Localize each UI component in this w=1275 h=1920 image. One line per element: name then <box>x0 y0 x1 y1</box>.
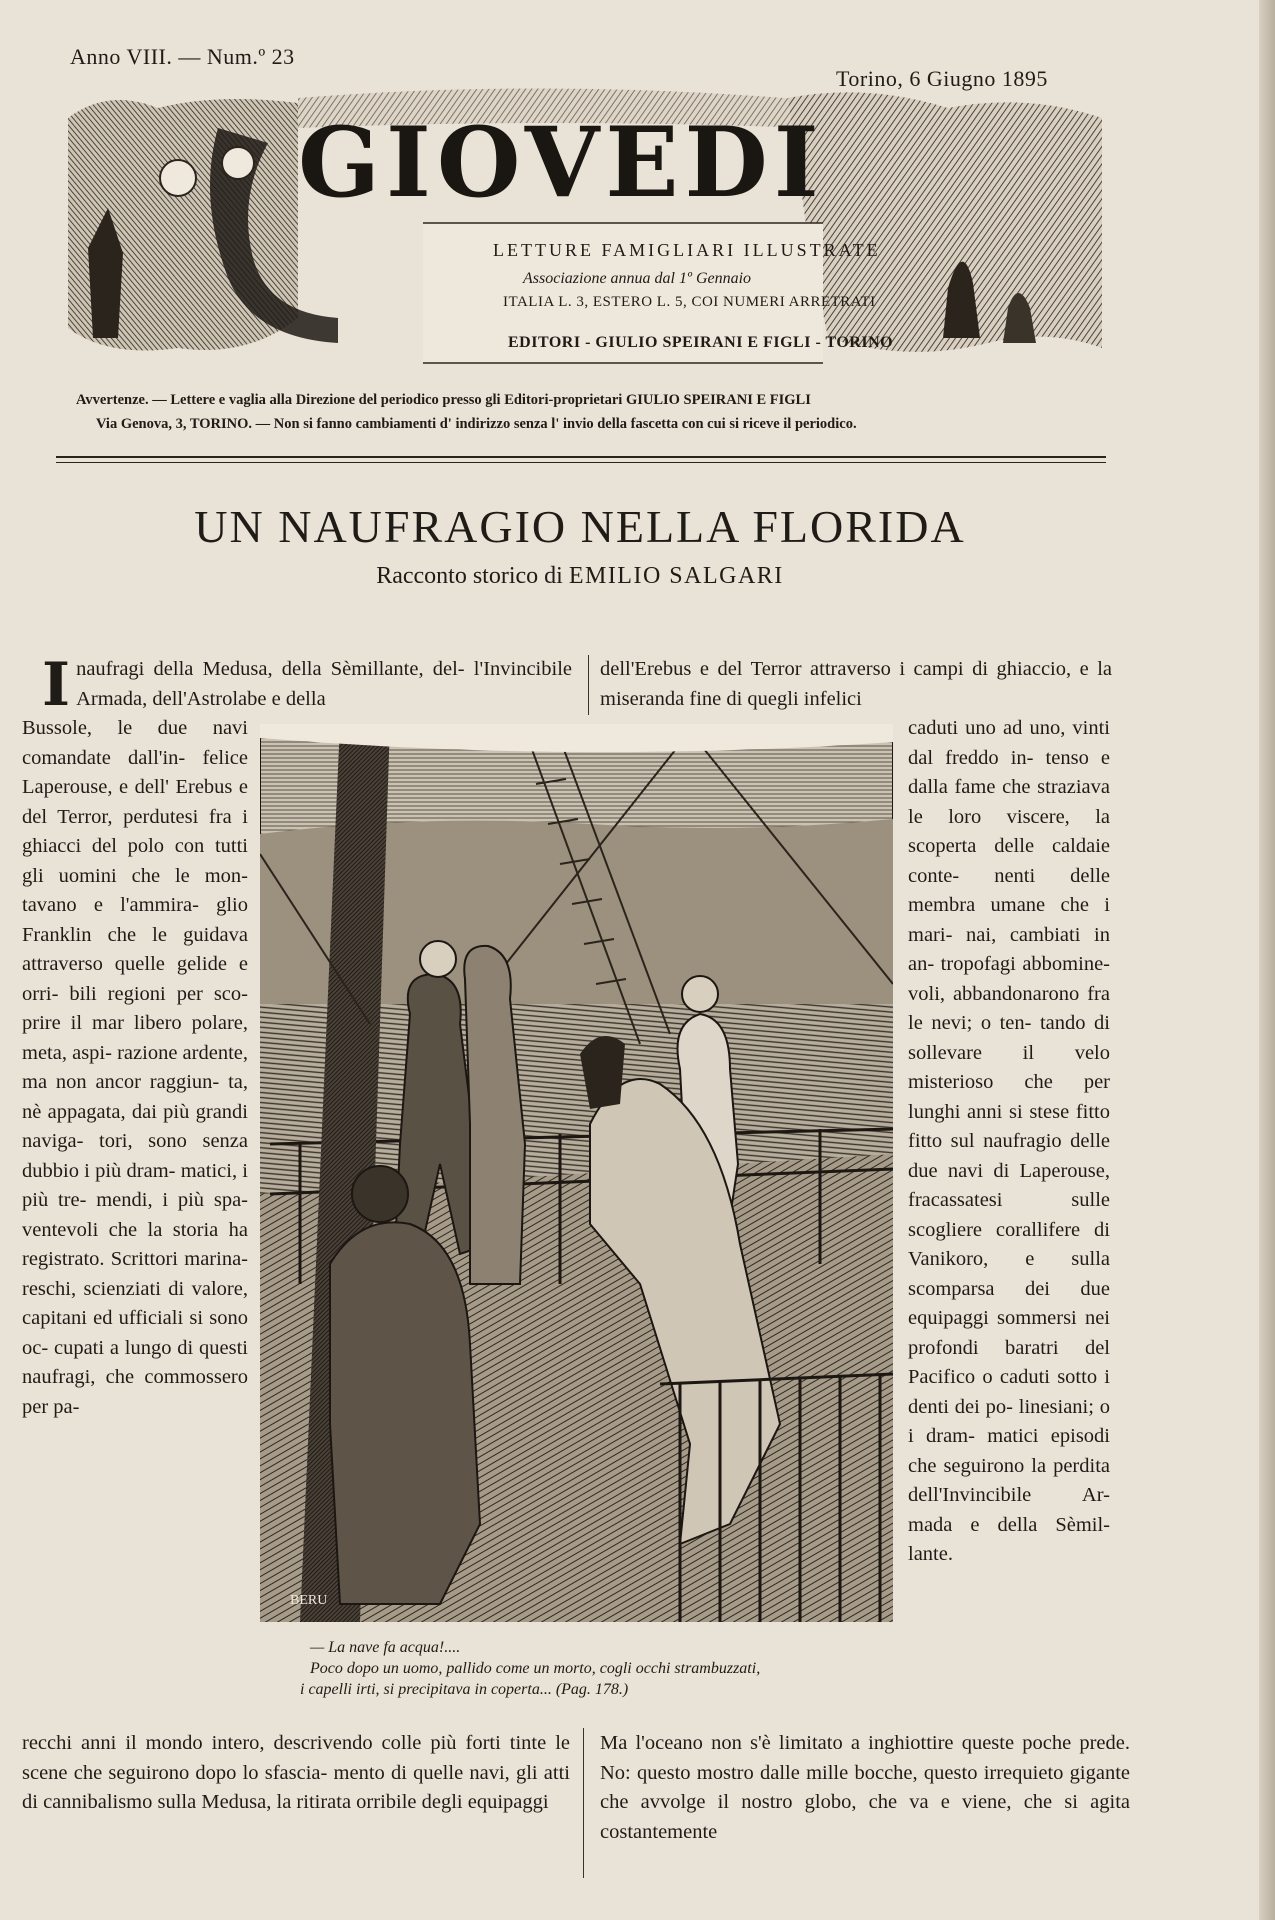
col2-bottom: Ma l'oceano non s'è limitato a inghiottire queste poche prede. No: questo mostro dalle mille bocche, questo irrequieto gigante che avvolge il nostro globo, che va e viene, che si agita costantemente <box>600 1732 1130 1843</box>
engraving-illustration <box>260 724 893 1622</box>
caption-line-3: i capelli irti, si precipitava in coperta... (Pag. 178.) <box>300 1681 629 1698</box>
article-author: EMILIO SALGARI <box>568 563 784 589</box>
masthead-prices: ITALIA L. 3, ESTERO L. 5, COI NUMERI ARRETRATI <box>503 294 876 310</box>
col2-narrow: caduti uno ad uno, vinti dal freddo in- tenso e dalla fame che straziava le loro viscere, la scoperta delle caldaie conte- nenti delle membra umane che i mari- nai, cambiati in an- tropofagi abbomine- voli, abbandonarono fra le nevi; o ten- tando di sollevare il velo misterioso che per lunghi anni si stese fitto fitto sul naufragio delle due navi di Laperouse, fracassatesi sulle scogliere corallifere di Vanikoro, e sulla scomparsa dei due equipaggi sommersi nei profondi baratri del Pacifico o caduti sotto i denti dei po- linesiani; o i dram- matici episodi che seguirono la perdita dell'Invincibile Ar- mada e della Sèmil- lante. <box>908 717 1110 1565</box>
notice-line-1: Avvertenze. — Lettere e vaglia alla Direzione del periodico presso gli Editori-proprietari GIULIO SPEIRANI E FIGLI <box>76 392 811 408</box>
header-rule-bottom <box>56 462 1106 463</box>
header-rule-top <box>56 456 1106 458</box>
illustration-caption <box>300 1637 920 1700</box>
column-divider-top <box>588 655 589 715</box>
masthead-title: GIOVEDI <box>298 106 825 219</box>
masthead <box>68 88 1102 372</box>
artist-signature: BERU <box>290 1593 328 1608</box>
col1-bottom: recchi anni il mondo intero, descrivendo colle più forti tinte le scene che seguirono dopo lo sfascia- mento di quelle navi, gli atti di cannibalismo sulla Medusa, la ritirata orribile degli equipaggi <box>22 1732 570 1813</box>
col2-top: dell'Erebus e del Terror attraverso i campi di ghiaccio, e la miseranda fine di quegli infelici <box>600 658 1112 710</box>
masthead-subtitle: LETTURE FAMIGLIARI ILLUSTRATE <box>493 240 881 260</box>
subtitle-prefix: Racconto storico di <box>376 563 563 589</box>
article-subtitle <box>60 563 1100 590</box>
issue-number: Anno VIII. — Num.º 23 <box>70 44 295 69</box>
ship-deck-engraving <box>260 724 893 1622</box>
col1-top <box>42 650 572 720</box>
notice-line-2: Via Genova, 3, TORINO. — Non si fanno cambiamenti d' indirizzo senza l' invio della fascetta con cui si riceve il periodico. <box>96 416 857 432</box>
caption-line-2: Poco dopo un uomo, pallido come un morto, cogli occhi strambuzzati, <box>310 1660 761 1677</box>
col1-top-text: naufragi della Medusa, della Sèmillante, del- l'Invincibile Armada, dell'Astrolabe e della <box>76 658 572 710</box>
article-title: UN NAUFRAGIO NELLA FLORIDA <box>194 501 966 552</box>
masthead-editors: EDITORI - GIULIO SPEIRANI E FIGLI - TORINO <box>508 334 894 351</box>
column-divider-bottom <box>583 1728 584 1878</box>
masthead-association: Associazione annua dal 1º Gennaio <box>523 270 752 287</box>
drop-cap: I <box>42 650 71 720</box>
caption-line-1: — La nave fa acqua!.... <box>310 1639 461 1656</box>
place-date: Torino, 6 Giugno 1895 <box>836 66 1048 91</box>
col1-narrow: Bussole, le due navi comandate dall'in- felice Laperouse, e dell' Erebus e del Terror, perdutesi fra i ghiacci del polo con tutti gli uomini che le mon- tavano e l'ammira- glio Franklin che le guidava attraverso quelle gelide e orri- bili regioni per sco- prire il mar libero polare, meta, aspi- razione ardente, ma non ancor raggiun- ta, nè appagata, dai più grandi naviga- tori, sono senza dubbio i più dram- matici, i più tre- mendi, i più spa- ventevoli che la storia ha registrato. Scrittori marina- reschi, scienziati di valore, capitani ed ufficiali si sono oc- cupati a lungo di questi naufragi, che commossero per pa- <box>22 717 248 1418</box>
notice-block <box>76 388 1096 436</box>
